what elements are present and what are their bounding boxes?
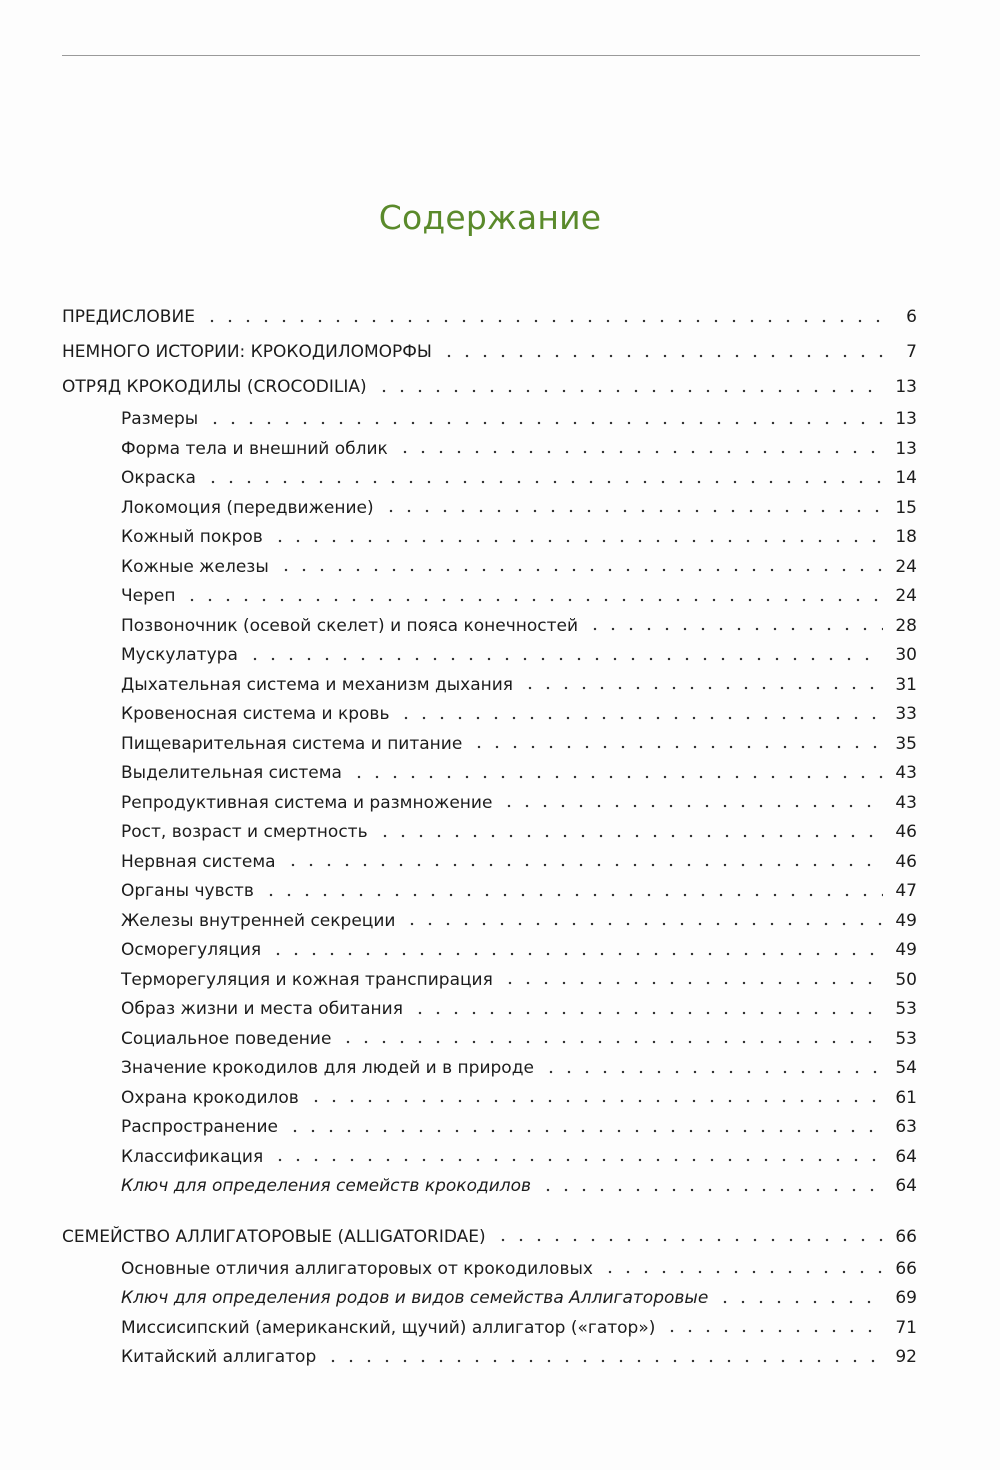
toc-subsection-entry [62,582,917,612]
dot-leader [397,716,883,720]
toc-page-number: 18 [895,527,917,547]
toc-page-number: 54 [895,1058,917,1078]
toc-page-number: 24 [895,586,917,606]
dot-leader [271,539,883,543]
dot-leader [396,450,883,454]
toc-entry-title: Классификация [121,1146,264,1167]
dot-leader [183,598,883,602]
toc-page-number: 13 [895,409,917,429]
toc-subsection-entry [62,553,917,583]
toc-subsection-entry [62,1113,917,1143]
toc-page-number: 71 [895,1317,917,1338]
toc-page-number: 13 [895,438,917,459]
toc-entry-title: Образ жизни и места обитания [121,999,403,1019]
toc-subsection-entry [62,671,917,701]
toc-subsection-entry [62,641,917,671]
toc-page-number: 24 [895,556,917,577]
toc-entry-title: Основные отличия аллигаторовых от крокодиловых [121,1258,593,1279]
toc-subsection-entry [62,848,917,878]
dot-leader [403,922,883,926]
toc-section-entry [62,1220,917,1255]
toc-entry-title: Кожные железы [121,556,269,577]
dot-leader [339,1040,883,1044]
toc-subsection-entry [62,936,917,966]
toc-entry-title: Окраска [121,468,196,488]
dot-leader [204,480,883,484]
toc-entry-title: Охрана крокодилов [121,1087,299,1108]
toc-subsection-entry [62,1172,917,1202]
toc-subsection-entry [62,966,917,996]
toc-entry-title: Распространение [121,1117,278,1137]
toc-page-number: 31 [895,674,917,695]
toc-entry-title: Форма тела и внешний облик [121,438,388,459]
toc-subsection-entry [62,1314,917,1344]
dot-leader [382,509,883,513]
toc-entry-title: Размеры [121,409,199,429]
toc-page-number: 92 [895,1347,917,1367]
dot-leader [542,1070,883,1074]
dot-leader [440,354,883,358]
toc-entry-title: Органы чувств [121,881,254,901]
toc-page-number: 47 [895,881,917,901]
dot-leader [376,834,883,838]
toc-page-number: 15 [895,497,917,518]
dot-leader [262,893,883,897]
dot-leader [500,804,883,808]
toc-entry-title: Нервная система [121,851,276,872]
toc-page-number: 7 [906,342,917,362]
toc-page-number: 64 [895,1146,917,1167]
toc-page-number: 61 [895,1087,917,1108]
toc-subsection-entry [62,877,917,907]
toc-page-number: 33 [895,704,917,724]
dot-leader [411,1011,883,1015]
toc-subsection-entry [62,907,917,937]
header-rule [62,55,920,56]
toc-entry-title: Мускулатура [121,645,238,665]
toc-entry-title: Репродуктивная система и размножение [121,792,493,813]
dot-leader [284,863,883,867]
dot-leader [601,1270,883,1274]
dot-leader [286,1129,883,1133]
dot-leader [324,1359,883,1363]
toc-page-number: 43 [895,792,917,813]
toc-entry-title: Значение крокодилов для людей и в природе [121,1058,534,1078]
toc-subsection-entry [62,1025,917,1055]
toc-entry-title: Социальное поведение [121,1028,332,1049]
toc-entry-title: Железы внутренней секреции [121,910,396,931]
toc-subsection-entry [62,1054,917,1084]
toc-subsection-entry [62,995,917,1025]
toc-page-number: 13 [895,377,917,397]
toc-entry-title: Выделительная система [121,763,342,783]
toc-entry-title: Осморегуляция [121,940,262,960]
toc-section-entry [62,300,917,335]
toc-entry-title: Дыхательная система и механизм дыхания [121,674,514,695]
toc-page-number: 63 [895,1117,917,1137]
toc-entry-title: ПРЕДИСЛОВИЕ [62,307,195,327]
toc-entry-title: СЕМЕЙСТВО АЛЛИГАТОРОВЫЕ (ALLIGATORIDAE) [62,1226,486,1247]
toc-subsection-entry [62,494,917,524]
toc-entry-title: Кожный покров [121,527,263,547]
dot-leader [307,1099,883,1103]
toc-page-number: 66 [895,1226,917,1247]
dot-leader [663,1329,883,1333]
toc-entry-title: Миссисипский (американский, щучий) аллигатор («гатор») [121,1317,656,1338]
toc-page-number: 49 [895,910,917,931]
toc-page-number: 46 [895,851,917,872]
toc-subsection-entry [62,730,917,760]
toc-page-number: 53 [895,999,917,1019]
dot-leader [271,1158,883,1162]
toc-page-number: 50 [895,969,917,990]
toc-subsection-entry [62,435,917,465]
toc-page-number: 64 [895,1176,917,1196]
dot-leader [246,657,883,661]
toc-page-number: 43 [895,763,917,783]
toc-entry-title: Ключ для определения семейств крокодилов [121,1176,532,1196]
toc-entry-title: ОТРЯД КРОКОДИЛЫ (CROCODILIA) [62,377,367,397]
toc-page-number: 66 [895,1258,917,1279]
toc-entry-title: Кровеносная система и кровь [121,704,390,724]
toc-entry-title: Позвоночник (осевой скелет) и пояса конечностей [121,615,579,636]
toc-page-number: 69 [895,1288,917,1308]
page-title: Содержание [378,198,602,237]
toc-entry-title: Пищеварительная система и питание [121,733,463,754]
dot-leader [521,686,883,690]
dot-leader [206,421,883,425]
toc-subsection-entry [62,818,917,848]
toc-page-number: 30 [895,645,917,665]
dot-leader [501,981,883,985]
toc-page-number: 35 [895,733,917,754]
toc-subsection-entry [62,1255,917,1285]
toc-page-number: 28 [895,615,917,636]
toc-page-number: 14 [895,468,917,488]
toc-subsection-entry [62,700,917,730]
toc-subsection-entry [62,405,917,435]
toc-entry-title: НЕМНОГО ИСТОРИИ: КРОКОДИЛОМОРФЫ [62,342,432,362]
toc-subsection-entry [62,1343,917,1373]
toc-subsection-entry [62,789,917,819]
dot-leader [350,775,883,779]
table-of-contents [62,300,917,1373]
toc-subsection-entry [62,1084,917,1114]
dot-leader [586,627,883,631]
toc-subsection-entry [62,1143,917,1173]
toc-section-entry [62,370,917,405]
toc-subsection-entry [62,464,917,494]
toc-entry-title: Череп [121,586,176,606]
dot-leader [494,1238,883,1242]
toc-subsection-entry [62,523,917,553]
dot-leader [470,745,883,749]
toc-subsection-entry [62,612,917,642]
toc-entry-title: Ключ для определения родов и видов семейства Аллигаторовые [121,1288,709,1308]
dot-leader [277,568,883,572]
dot-leader [539,1188,883,1192]
toc-page-number: 53 [895,1028,917,1049]
dot-leader [716,1300,883,1304]
dot-leader [203,319,883,323]
toc-entry-title: Китайский аллигатор [121,1347,317,1367]
toc-entry-title: Терморегуляция и кожная транспирация [121,969,493,990]
toc-entry-title: Рост, возраст и смертность [121,822,368,842]
toc-page-number: 6 [906,307,917,327]
toc-page-number: 46 [895,822,917,842]
toc-section-entry [62,335,917,370]
toc-subsection-entry [62,759,917,789]
toc-page-number: 49 [895,940,917,960]
dot-leader [269,952,883,956]
toc-entry-title: Локомоция (передвижение) [121,497,374,518]
toc-subsection-entry [62,1284,917,1314]
dot-leader [375,389,883,393]
